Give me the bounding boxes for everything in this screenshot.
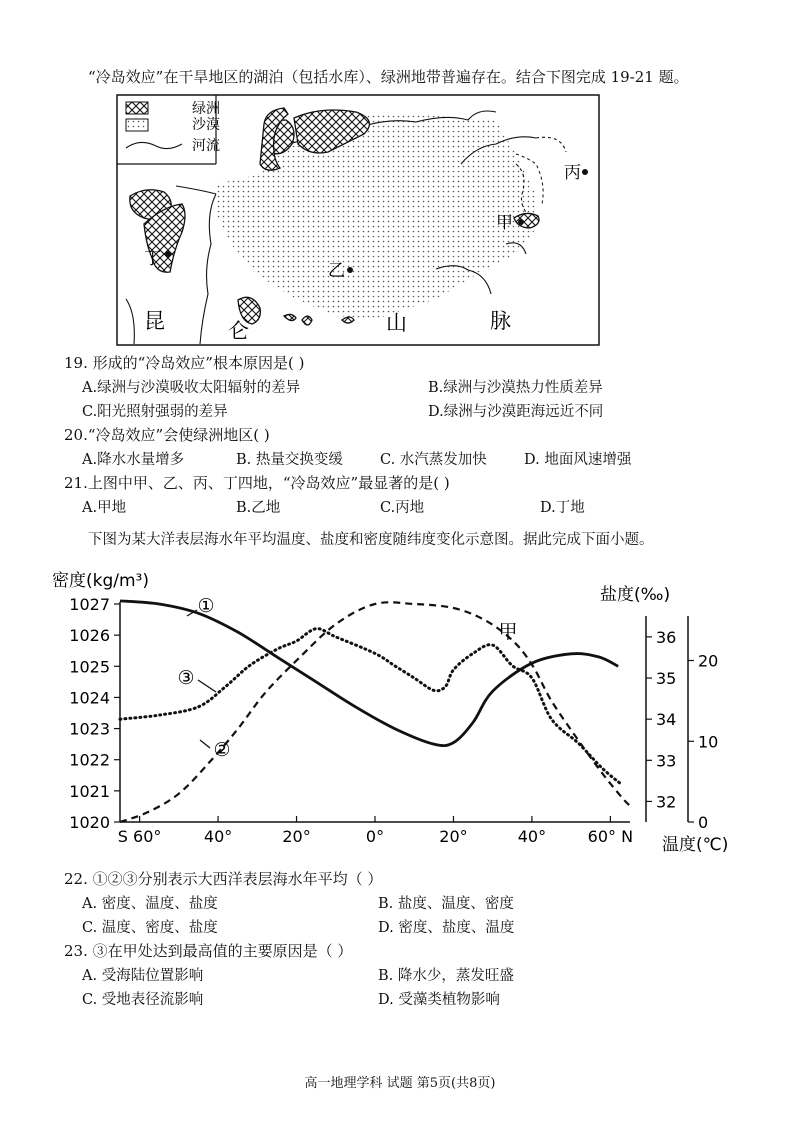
- svg-text:昆: 昆: [144, 309, 165, 333]
- salinity-tick-label: 34: [656, 710, 677, 730]
- x-tick-label: 60° N: [587, 827, 634, 846]
- q21-option-b[interactable]: B.乙地: [236, 500, 281, 516]
- legend-oasis-swatch: [126, 102, 148, 114]
- salinity-tick-label: 35: [656, 669, 677, 689]
- q23-option-d[interactable]: D. 受藻类植物影响: [378, 992, 500, 1008]
- label-yi: 乙: [328, 261, 345, 281]
- salinity-tick-label: 36: [656, 627, 677, 647]
- q23-option-b[interactable]: B. 降水少，蒸发旺盛: [378, 968, 514, 984]
- series-2-label-leader: [200, 740, 210, 748]
- temperature-tick-label: 10: [698, 732, 719, 752]
- series-1-label: ①: [197, 595, 215, 617]
- q20-option-a[interactable]: A.降水水量增多: [82, 452, 185, 468]
- salinity-tick-label: 32: [656, 792, 677, 812]
- label-bing: 丙: [564, 163, 581, 183]
- q22-option-c[interactable]: C. 温度、密度、盐度: [82, 920, 218, 936]
- density-tick-label: 1021: [69, 781, 110, 801]
- x-tick-label: 40°: [203, 827, 233, 846]
- q19-option-c[interactable]: C.阳光照射强弱的差异: [82, 404, 228, 420]
- series-line-3: [120, 629, 622, 785]
- svg-text:仑: 仑: [228, 319, 249, 343]
- q22-option-b[interactable]: B. 盐度、温度、密度: [378, 896, 514, 912]
- q20-option-b[interactable]: B. 热量交换变缓: [236, 452, 343, 468]
- x-tick-label: S 60°: [117, 827, 162, 846]
- q20-option-d[interactable]: D. 地面风速增强: [524, 452, 632, 468]
- series-line-2: [120, 602, 630, 822]
- density-tick-label: 1022: [69, 750, 110, 770]
- question-22: 22. ①②③分别表示大西洋表层海水年平均（ ）: [64, 870, 383, 888]
- q21-option-a[interactable]: A.甲地: [82, 500, 127, 516]
- density-tick-label: 1025: [69, 657, 110, 677]
- q19-option-d[interactable]: D.绿洲与沙漠距海远近不同: [428, 404, 604, 420]
- ocean-chart: [40, 560, 760, 860]
- salinity-tick-label: 33: [656, 751, 677, 771]
- q22-option-d[interactable]: D. 密度、盐度、温度: [378, 920, 515, 936]
- density-tick-label: 1020: [69, 813, 110, 832]
- legend-desert-swatch: [126, 119, 148, 131]
- density-tick-label: 1026: [69, 626, 110, 646]
- marker-yi: [347, 267, 353, 273]
- jia-label: 甲: [498, 621, 518, 643]
- x-tick-label: 20°: [439, 827, 468, 846]
- x-tick-label: 40°: [517, 827, 547, 846]
- page-footer: 高一地理学科 试题 第5页(共8页): [304, 1076, 496, 1091]
- svg-text:河流: 河流: [192, 138, 220, 154]
- marker-ding: [165, 251, 171, 257]
- salinity-axis-label: 盐度(‰): [600, 585, 671, 605]
- question-21: 21.上图中甲、乙、丙、丁四地，“冷岛效应”最显著的是( ): [64, 474, 450, 492]
- svg-text:沙漠: 沙漠: [192, 117, 220, 133]
- marker-jia: [518, 219, 524, 225]
- marker-bing: [582, 169, 588, 175]
- svg-text:绿洲: 绿洲: [192, 101, 220, 117]
- question-20: 20.“冷岛效应”会使绿洲地区( ): [64, 426, 270, 444]
- series-2-label: ②: [213, 739, 231, 761]
- temperature-axis-label: 温度(℃): [662, 835, 729, 855]
- q19-option-b[interactable]: B.绿洲与沙漠热力性质差异: [428, 380, 603, 396]
- question-19: 19. 形成的“冷岛效应”根本原因是( ): [64, 354, 305, 372]
- x-tick-label: 20°: [282, 827, 311, 846]
- chart-intro: 下图为某大洋表层海水年平均温度、盐度和密度随纬度变化示意图。据此完成下面小题。: [88, 532, 654, 548]
- q21-option-c[interactable]: C.丙地: [380, 500, 425, 516]
- oasis-map: [116, 94, 600, 346]
- intro-text: “冷岛效应”在干旱地区的湖泊（包括水库）、绿洲地带普遍存在。结合下图完成 19-21 题。: [88, 68, 689, 86]
- label-ding: 丁: [144, 249, 161, 269]
- q23-option-a[interactable]: A. 受海陆位置影响: [82, 968, 204, 984]
- density-tick-label: 1024: [69, 688, 110, 708]
- series-3-label-leader: [198, 680, 216, 692]
- svg-text:脉: 脉: [490, 309, 511, 333]
- question-23: 23. ③在甲处达到最高值的主要原因是（ ）: [64, 942, 353, 960]
- q19-option-a[interactable]: A.绿洲与沙漠吸收太阳辐射的差异: [82, 380, 301, 396]
- svg-text:山: 山: [386, 311, 407, 335]
- temperature-tick-label: 0: [698, 813, 709, 832]
- x-tick-label: 0°: [365, 827, 385, 846]
- density-tick-label: 1023: [69, 719, 110, 739]
- q23-option-c[interactable]: C. 受地表径流影响: [82, 992, 204, 1008]
- q20-option-c[interactable]: C. 水汽蒸发加快: [380, 452, 487, 468]
- q21-option-d[interactable]: D.丁地: [540, 500, 585, 516]
- label-jia: 甲: [496, 213, 513, 233]
- series-line-1: [120, 601, 618, 746]
- density-tick-label: 1027: [69, 595, 110, 614]
- density-axis-label: 密度(kg/m³): [52, 571, 150, 591]
- q22-option-a[interactable]: A. 密度、温度、盐度: [82, 896, 218, 912]
- temperature-tick-label: 20: [698, 651, 719, 671]
- series-3-label: ③: [177, 667, 195, 689]
